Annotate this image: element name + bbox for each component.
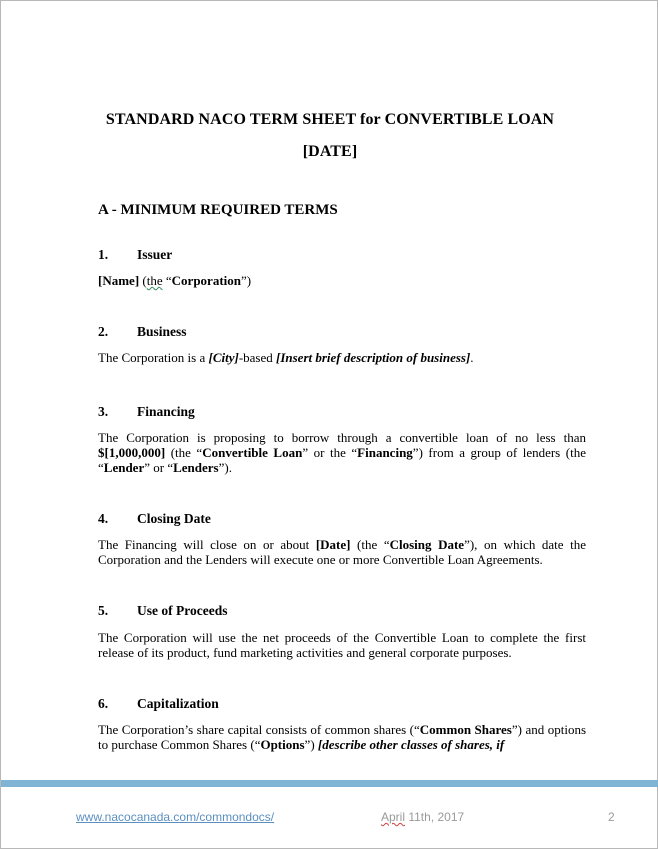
use-of-proceeds-paragraph: The Corporation will use the net proceeds of the Convertible Loan to complete the first release of its product, fund marketing activities and general corporate purposes. xyxy=(98,630,586,660)
item-title: Financing xyxy=(137,404,195,419)
item-heading-business xyxy=(98,324,187,340)
footer-date: April 11th, 2017 xyxy=(381,810,465,824)
footer-url[interactable] xyxy=(76,810,274,824)
footer-page-number: 2 xyxy=(608,810,615,824)
item-heading-issuer xyxy=(98,247,172,263)
item-number: 6. xyxy=(98,696,109,711)
footer-divider-bar xyxy=(1,780,658,787)
section-heading-a: A - MINIMUM REQUIRED TERMS xyxy=(98,202,338,218)
footer-url-link[interactable]: www.nacocanada.com/commondocs/ xyxy=(76,810,275,824)
document-title: STANDARD NACO TERM SHEET for CONVERTIBLE LOAN xyxy=(105,111,555,128)
item-number: 5. xyxy=(98,603,109,618)
item-number: 2. xyxy=(98,324,109,339)
closing-date-paragraph: The Financing will close on or about [Date] (the “Closing Date”), on which date the Corporation and the Lenders will execute one or more Convertible Loan Agreements. xyxy=(98,537,587,567)
item-title: Issuer xyxy=(137,247,173,262)
item-number: 4. xyxy=(98,511,109,526)
item-heading-financing xyxy=(98,404,195,420)
item-heading-capitalization xyxy=(98,696,219,712)
item-title: Closing Date xyxy=(137,511,211,526)
item-title: Capitalization xyxy=(137,696,219,711)
item-title: Business xyxy=(137,324,187,339)
item-heading-use-of-proceeds xyxy=(98,603,227,619)
financing-paragraph: The Corporation is proposing to borrow through a convertible loan of no less than $[1,000,000] (the “Convertible Loan” or the “Financing”) from a group of lenders (the “Lender” or “Lenders”). xyxy=(98,430,586,475)
item-title: Use of Proceeds xyxy=(137,603,228,618)
item-heading-closing-date xyxy=(98,511,211,527)
document-date-placeholder: [DATE] xyxy=(302,143,358,160)
capitalization-paragraph: The Corporation’s share capital consists of common shares (“Common Shares”) and options to purchase Common Shares (“Options”) [describe other classes of shares, if xyxy=(98,722,587,752)
issuer-paragraph: [Name] (the “Corporation”) xyxy=(98,273,252,288)
business-paragraph: The Corporation is a [City]-based [Insert brief description of business]. xyxy=(98,350,474,365)
item-number: 3. xyxy=(98,404,109,419)
item-number: 1. xyxy=(98,247,109,262)
